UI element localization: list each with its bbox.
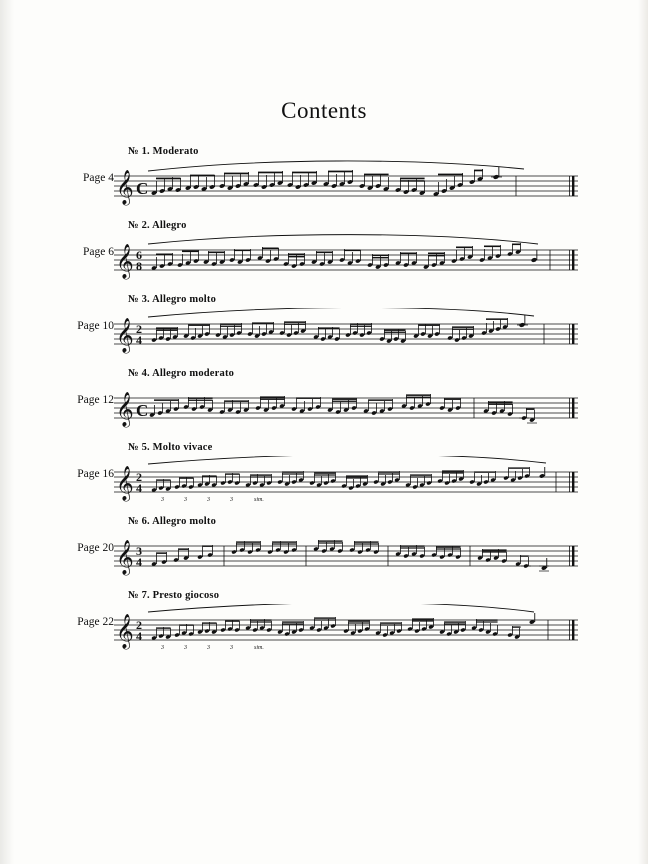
svg-text:𝄞: 𝄞 [116, 540, 134, 575]
svg-text:4: 4 [136, 555, 142, 569]
svg-text:sim.: sim. [254, 645, 264, 651]
music-staff [114, 456, 578, 508]
entry-title: № 2. Allegro [128, 220, 187, 231]
list-item[interactable] [0, 220, 648, 294]
entry-title: № 7. Presto giocoso [128, 590, 220, 601]
music-staff [114, 382, 578, 434]
entry-title: № 3. Allegro molto [128, 294, 217, 305]
svg-text:6: 6 [136, 248, 142, 262]
entry-page-label: Page 22 [77, 616, 114, 628]
list-item[interactable] [0, 442, 648, 516]
svg-text:𝄞: 𝄞 [116, 614, 134, 649]
music-staff [114, 234, 578, 286]
entry-page-label: Page 12 [77, 394, 114, 406]
svg-text:𝄞: 𝄞 [116, 392, 134, 427]
svg-text:𝄞: 𝄞 [116, 466, 134, 501]
entry-page-label: Page 16 [77, 468, 114, 480]
list-item[interactable] [0, 368, 648, 442]
svg-text:2: 2 [136, 322, 142, 336]
svg-text:3: 3 [161, 497, 164, 503]
entry-title: № 5. Molto vivace [128, 442, 213, 453]
music-staff [114, 160, 578, 212]
entry-page-label: Page 10 [77, 320, 114, 332]
svg-text:𝄞: 𝄞 [116, 244, 134, 279]
svg-text:C: C [136, 401, 149, 420]
svg-text:4: 4 [136, 629, 142, 643]
contents-list [0, 146, 648, 664]
svg-text:3: 3 [207, 497, 210, 503]
svg-text:4: 4 [136, 333, 142, 347]
svg-text:𝄞: 𝄞 [116, 318, 134, 353]
list-item[interactable] [0, 516, 648, 590]
svg-text:C: C [136, 179, 149, 198]
svg-text:3: 3 [230, 645, 233, 651]
entry-page-label: Page 20 [77, 542, 114, 554]
svg-text:𝄞: 𝄞 [116, 170, 134, 205]
list-item[interactable] [0, 146, 648, 220]
svg-text:3: 3 [230, 497, 233, 503]
entry-page-label: Page 4 [83, 172, 114, 184]
svg-text:3: 3 [136, 544, 142, 558]
entry-title: № 6. Allegro molto [128, 516, 217, 527]
svg-text:2: 2 [136, 470, 142, 484]
svg-text:2: 2 [136, 618, 142, 632]
entry-title: № 4. Allegro moderato [128, 368, 235, 379]
svg-text:3: 3 [161, 645, 164, 651]
music-staff [114, 604, 578, 656]
svg-text:3: 3 [207, 645, 210, 651]
page-title: Contents [281, 98, 367, 123]
entry-title: № 1. Moderato [128, 146, 199, 157]
music-staff [114, 530, 578, 582]
music-staff [114, 308, 578, 360]
svg-text:sim.: sim. [254, 497, 264, 503]
list-item[interactable] [0, 590, 648, 664]
list-item[interactable] [0, 294, 648, 368]
svg-text:4: 4 [136, 481, 142, 495]
svg-text:3: 3 [184, 497, 187, 503]
entry-page-label: Page 6 [83, 246, 114, 258]
svg-text:8: 8 [136, 259, 142, 273]
svg-text:3: 3 [184, 645, 187, 651]
